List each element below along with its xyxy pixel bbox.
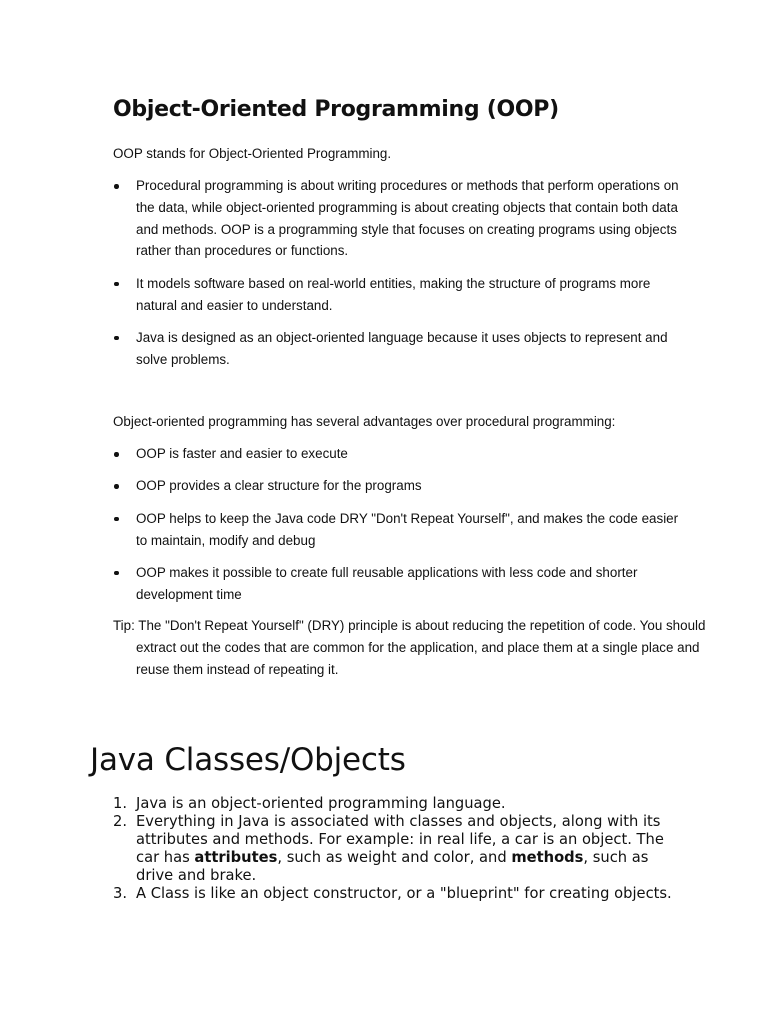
advantages-intro: Object-oriented programming has several advantages over procedural programming: [113, 414, 616, 429]
list-item-text: Java is an object-oriented programming language. [136, 795, 506, 812]
list-item: Procedural programming is about writing procedures or methods that perform operations on the data, while object-oriented programming is about creating objects that contain both data and methods. OOP is a programming style that focuses on creating programs using objects rather than procedures or functions. [113, 175, 683, 262]
list-item: OOP is faster and easier to execute [113, 443, 683, 465]
list-item-text: Everything in Java is associated with classes and objects, along with its attributes and methods. For example: in real life, a car is an object. The car has [136, 813, 664, 866]
list-number: 3. [113, 885, 128, 902]
intro-paragraph: OOP stands for Object-Oriented Programming. [113, 146, 392, 161]
numbered-list [113, 795, 683, 903]
list-item [113, 795, 683, 813]
list-item: OOP provides a clear structure for the programs [113, 475, 683, 497]
advantages-list [113, 443, 683, 616]
bold-term-methods: methods [511, 849, 584, 866]
list-item-text: , such as drive and brake. [136, 849, 649, 884]
bold-term-attributes: attributes [194, 849, 278, 866]
list-item [113, 813, 683, 885]
list-item: OOP makes it possible to create full reusable applications with less code and shorter development time [113, 562, 683, 606]
list-item: It models software based on real-world entities, making the structure of programs more natural and easier to understand. [113, 273, 683, 317]
list-number: 2. [113, 813, 128, 830]
page-title: Object-Oriented Programming (OOP) [113, 97, 559, 122]
list-item-text: A Class is like an object constructor, or a "blueprint" for creating objects. [136, 885, 672, 902]
section-heading: Java Classes/Objects [90, 742, 406, 778]
list-number: 1. [113, 795, 128, 812]
list-item: OOP helps to keep the Java code DRY "Don't Repeat Yourself", and makes the code easier to maintain, modify and debug [113, 508, 683, 552]
list-item: Java is designed as an object-oriented language because it uses objects to represent and solve problems. [113, 327, 683, 371]
list-item-text: , such as weight and color, and [277, 849, 512, 866]
oop-description-list [113, 175, 683, 381]
tip-paragraph: Tip: The "Don't Repeat Yourself" (DRY) principle is about reducing the repetition of code. You should extract out the codes that are common for the application, and place them at a single place and reuse them instead of repeating it. [113, 618, 706, 677]
list-item [113, 885, 683, 903]
